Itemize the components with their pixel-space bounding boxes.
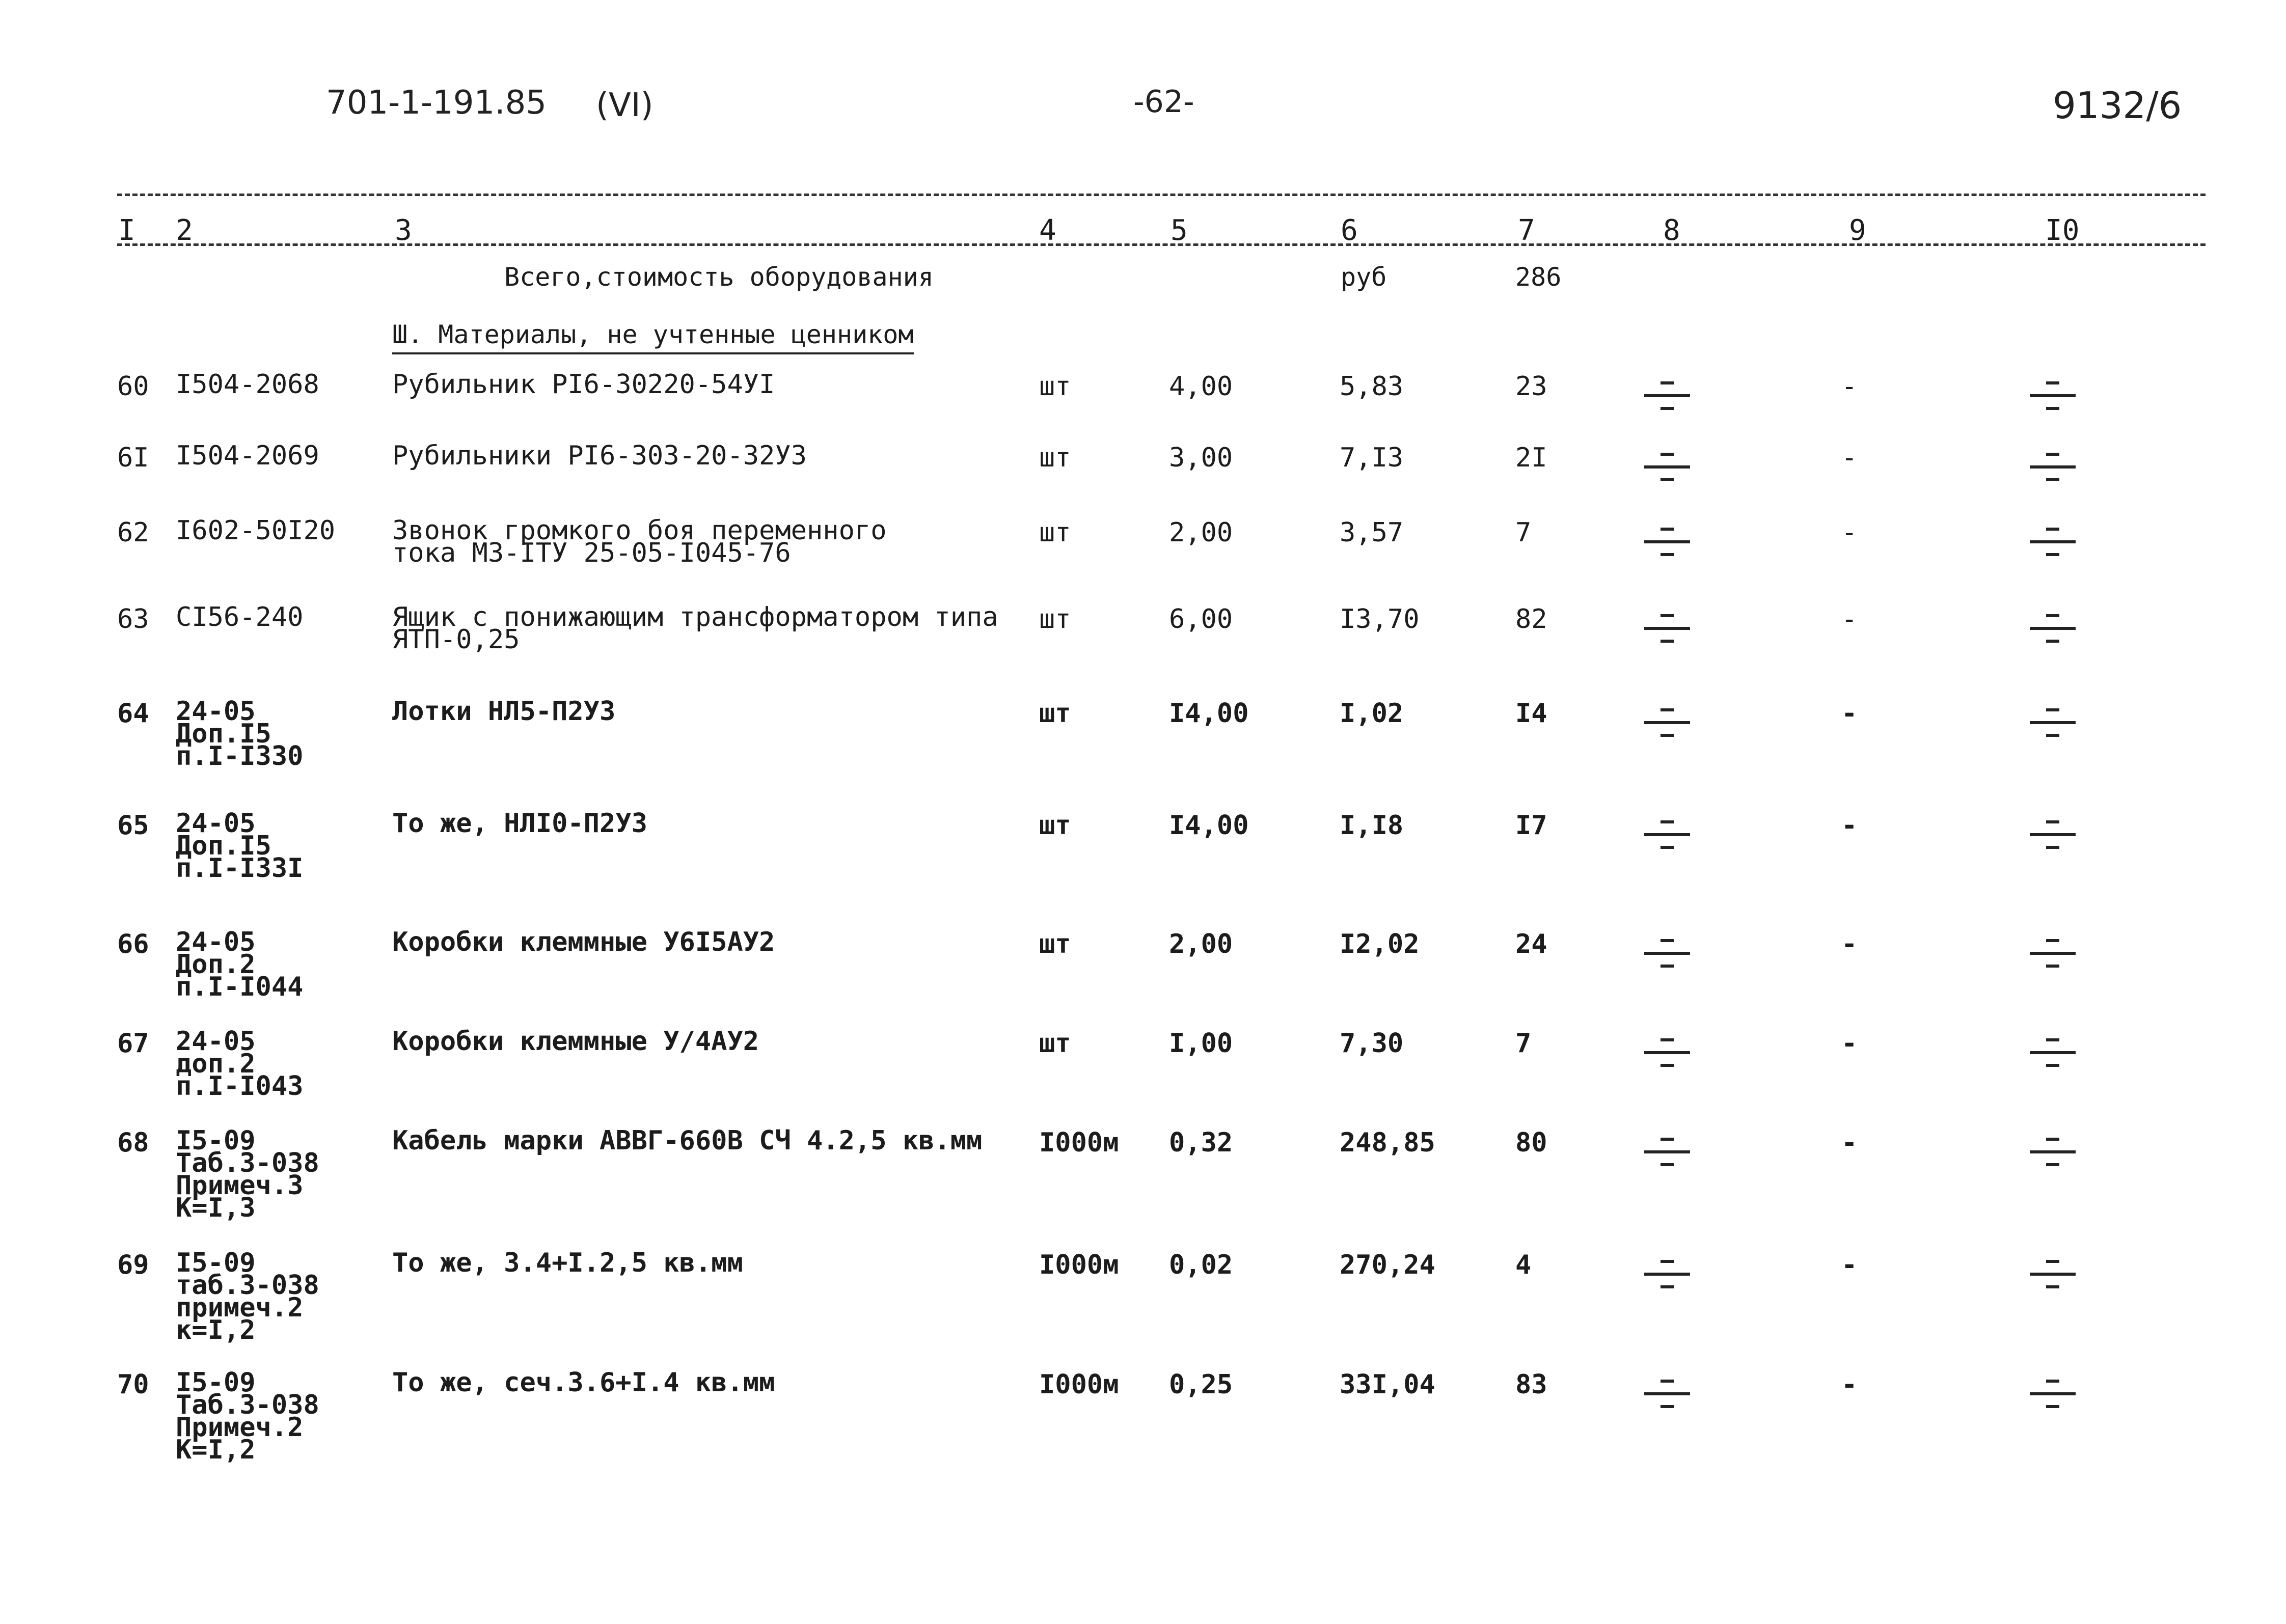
equipment-total-unit: руб [1341,262,1387,292]
division-sign-icon [1644,1375,1690,1411]
price-code-line: CI56-240 [176,602,304,632]
division-sign-icon [1644,1034,1690,1070]
column-number: 2 [176,214,193,247]
price-code-line: п.I-I33I [176,853,304,884]
division-sign-icon [2030,610,2076,646]
item-name-line: Коробки клеммные У6I5АУ2 [392,927,775,957]
price-code-line: I504-2068 [176,369,319,400]
unit: шт [1039,929,1071,959]
unit: шт [1039,604,1071,635]
unit: шт [1039,443,1071,473]
column-9-dash: - [1841,1127,1858,1158]
division-sign-icon [2030,704,2076,740]
price-code-line: 24-05 [176,696,256,727]
item-name [392,369,775,400]
item-name [392,441,807,471]
column-number: 8 [1663,214,1680,247]
unit-price: 3,57 [1340,517,1404,548]
division-sign-icon [2030,377,2076,413]
division-sign-icon [2030,1134,2076,1169]
division-sign-icon [1644,1134,1690,1169]
column-9-dash: - [1841,443,1858,473]
unit: шт [1039,371,1071,402]
price-code-line: п.I-I330 [176,741,304,772]
row-number: 60 [117,371,149,402]
item-name-line: Лотки НЛ5-П2У3 [392,696,616,727]
unit-price: I,02 [1340,698,1404,729]
total-cost: 4 [1515,1250,1532,1280]
unit-price: 33I,04 [1340,1369,1435,1400]
price-code-line: Доп.I5 [176,719,271,749]
item-name [392,696,616,727]
column-number: 6 [1341,214,1358,247]
price-code [176,927,304,1002]
division-sign-icon [1644,610,1690,646]
column-number: 5 [1171,214,1188,247]
item-name-line: Звонок громкого боя переменного [392,515,887,546]
sheet-number: 9132/6 [2053,84,2182,127]
division-sign-icon [1644,449,1690,484]
total-cost: 7 [1515,1028,1532,1059]
price-code-line: доп.2 [176,1049,256,1079]
page-number: -62- [1133,84,1194,120]
quantity: 0,25 [1169,1369,1233,1400]
item-name-line: То же, 3.4+I.2,5 кв.мм [392,1248,743,1278]
total-cost: 23 [1515,371,1547,402]
unit-price: 270,24 [1340,1250,1435,1280]
item-name [392,515,887,568]
unit-price: 5,83 [1340,371,1404,402]
quantity: 0,32 [1169,1127,1233,1158]
division-sign-icon [2030,449,2076,484]
price-code-line: 24-05 [176,1026,256,1057]
quantity: 2,00 [1169,929,1233,959]
unit-price: I,I8 [1340,810,1404,841]
price-code-line: Таб.3-038 [176,1390,319,1420]
row-number: 65 [117,810,149,841]
item-name [392,1125,983,1156]
column-9-dash: - [1841,929,1858,959]
item-name-line: Ящик с понижающим трансформатором типа [392,602,998,632]
price-code-line: К=I,3 [176,1193,256,1223]
quantity: I4,00 [1169,698,1249,729]
division-sign-icon [1644,1256,1690,1291]
row-number: 62 [117,517,149,548]
total-cost: 2I [1515,443,1547,473]
quantity: 4,00 [1169,371,1233,402]
total-cost: 82 [1515,604,1547,635]
price-code-line: Доп.2 [176,949,256,980]
price-code [176,515,336,546]
division-sign-icon [2030,935,2076,971]
price-code-line: к=I,2 [176,1315,256,1345]
total-cost: 80 [1515,1127,1547,1158]
item-name-line: Коробки клеммные У/4АУ2 [392,1026,759,1057]
price-code-line: п.I-I043 [176,1071,304,1102]
row-number: 68 [117,1127,149,1158]
equipment-total-value: 286 [1515,262,1562,292]
price-code-line: I602-50I20 [176,515,336,546]
item-name-line: То же, сеч.3.6+I.4 кв.мм [392,1367,775,1398]
division-sign-icon [1644,816,1690,852]
column-number: I [118,214,135,247]
column-9-dash: - [1841,604,1858,635]
item-name [392,927,775,957]
column-number: I0 [2045,214,2080,247]
price-code-line: Таб.3-038 [176,1148,319,1178]
price-code-line: I504-2069 [176,441,319,471]
row-number: 63 [117,604,149,635]
section-title: Ш. Материалы, не учтенные ценником [392,320,914,354]
total-cost: 7 [1515,517,1532,548]
equipment-total-label: Всего,стоимость оборудования [504,262,934,292]
unit: шт [1039,1028,1071,1059]
unit: шт [1039,810,1071,841]
price-code-line: 24-05 [176,927,256,957]
price-code [176,369,319,400]
quantity: 0,02 [1169,1250,1233,1280]
price-code-line: Примеч.2 [176,1412,304,1443]
division-sign-icon [1644,935,1690,971]
quantity: I4,00 [1169,810,1249,841]
price-code-line: 24-05 [176,808,256,839]
row-number: 67 [117,1028,149,1059]
total-cost: I4 [1515,698,1547,729]
row-number: 64 [117,698,149,729]
row-number: 66 [117,929,149,959]
division-sign-icon [1644,377,1690,413]
quantity: 6,00 [1169,604,1233,635]
quantity: 3,00 [1169,443,1233,473]
unit-price: 7,30 [1340,1028,1404,1059]
item-name-line: Рубильники PI6-303-20-32У3 [392,441,807,471]
item-name [392,1367,775,1398]
volume-marker: (VI) [596,87,654,124]
price-code-line: примеч.2 [176,1292,304,1323]
column-number: 4 [1039,214,1056,247]
price-code [176,1367,319,1465]
unit: шт [1039,698,1071,729]
division-sign-icon [1644,524,1690,559]
price-code [176,1026,304,1102]
unit: шт [1039,517,1071,548]
column-number: 7 [1518,214,1535,247]
price-code-line: таб.3-038 [176,1270,319,1301]
unit: I000м [1039,1369,1119,1400]
document-number: 701-1-191.85 [326,84,547,122]
column-9-dash: - [1841,517,1858,548]
unit-price: 248,85 [1340,1127,1435,1158]
price-code [176,441,319,471]
quantity: I,00 [1169,1028,1233,1059]
price-code-line: I5-09 [176,1367,256,1398]
division-sign-icon [2030,1256,2076,1291]
unit-price: I2,02 [1340,929,1420,959]
price-code [176,602,304,632]
header-top-rule [117,194,2206,196]
item-name-line: Рубильник PI6-30220-54УI [392,369,775,400]
total-cost: 24 [1515,929,1547,959]
price-code [176,696,304,772]
item-name-line: ЯТП-0,25 [392,624,520,655]
unit: I000м [1039,1127,1119,1158]
unit-price: 7,I3 [1340,443,1404,473]
column-9-dash: - [1841,1250,1858,1280]
unit: I000м [1039,1250,1119,1280]
division-sign-icon [2030,1375,2076,1411]
column-number: 3 [395,214,412,247]
item-name-line: То же, НЛI0-П2У3 [392,808,647,839]
unit-price: I3,70 [1340,604,1420,635]
item-name-line: тока МЗ-ITУ 25-05-I045-76 [392,538,791,568]
item-name [392,808,647,839]
column-9-dash: - [1841,1369,1858,1400]
item-name [392,602,998,655]
column-9-dash: - [1841,698,1858,729]
column-number: 9 [1849,214,1866,247]
price-code [176,1125,319,1223]
price-code-line: I5-09 [176,1125,256,1156]
price-code-line: Доп.I5 [176,831,271,861]
row-number: 70 [117,1369,149,1400]
price-code-line: п.I-I044 [176,972,304,1002]
item-name [392,1026,759,1057]
row-number: 69 [117,1250,149,1280]
price-code-line: Примеч.3 [176,1170,304,1201]
quantity: 2,00 [1169,517,1233,548]
price-code-line: I5-09 [176,1248,256,1278]
division-sign-icon [1644,704,1690,740]
column-9-dash: - [1841,810,1858,841]
item-name [392,1248,743,1278]
total-cost: I7 [1515,810,1547,841]
item-name-line: Кабель марки АВВГ-660В СЧ 4.2,5 кв.мм [392,1125,983,1156]
column-9-dash: - [1841,1028,1858,1059]
division-sign-icon [2030,1034,2076,1070]
header-bottom-rule [117,243,2206,246]
row-number: 6I [117,443,149,473]
price-code [176,808,304,884]
price-code-line: К=I,2 [176,1435,256,1465]
total-cost: 83 [1515,1369,1547,1400]
division-sign-icon [2030,524,2076,559]
column-9-dash: - [1841,371,1858,402]
price-code [176,1248,319,1345]
division-sign-icon [2030,816,2076,852]
